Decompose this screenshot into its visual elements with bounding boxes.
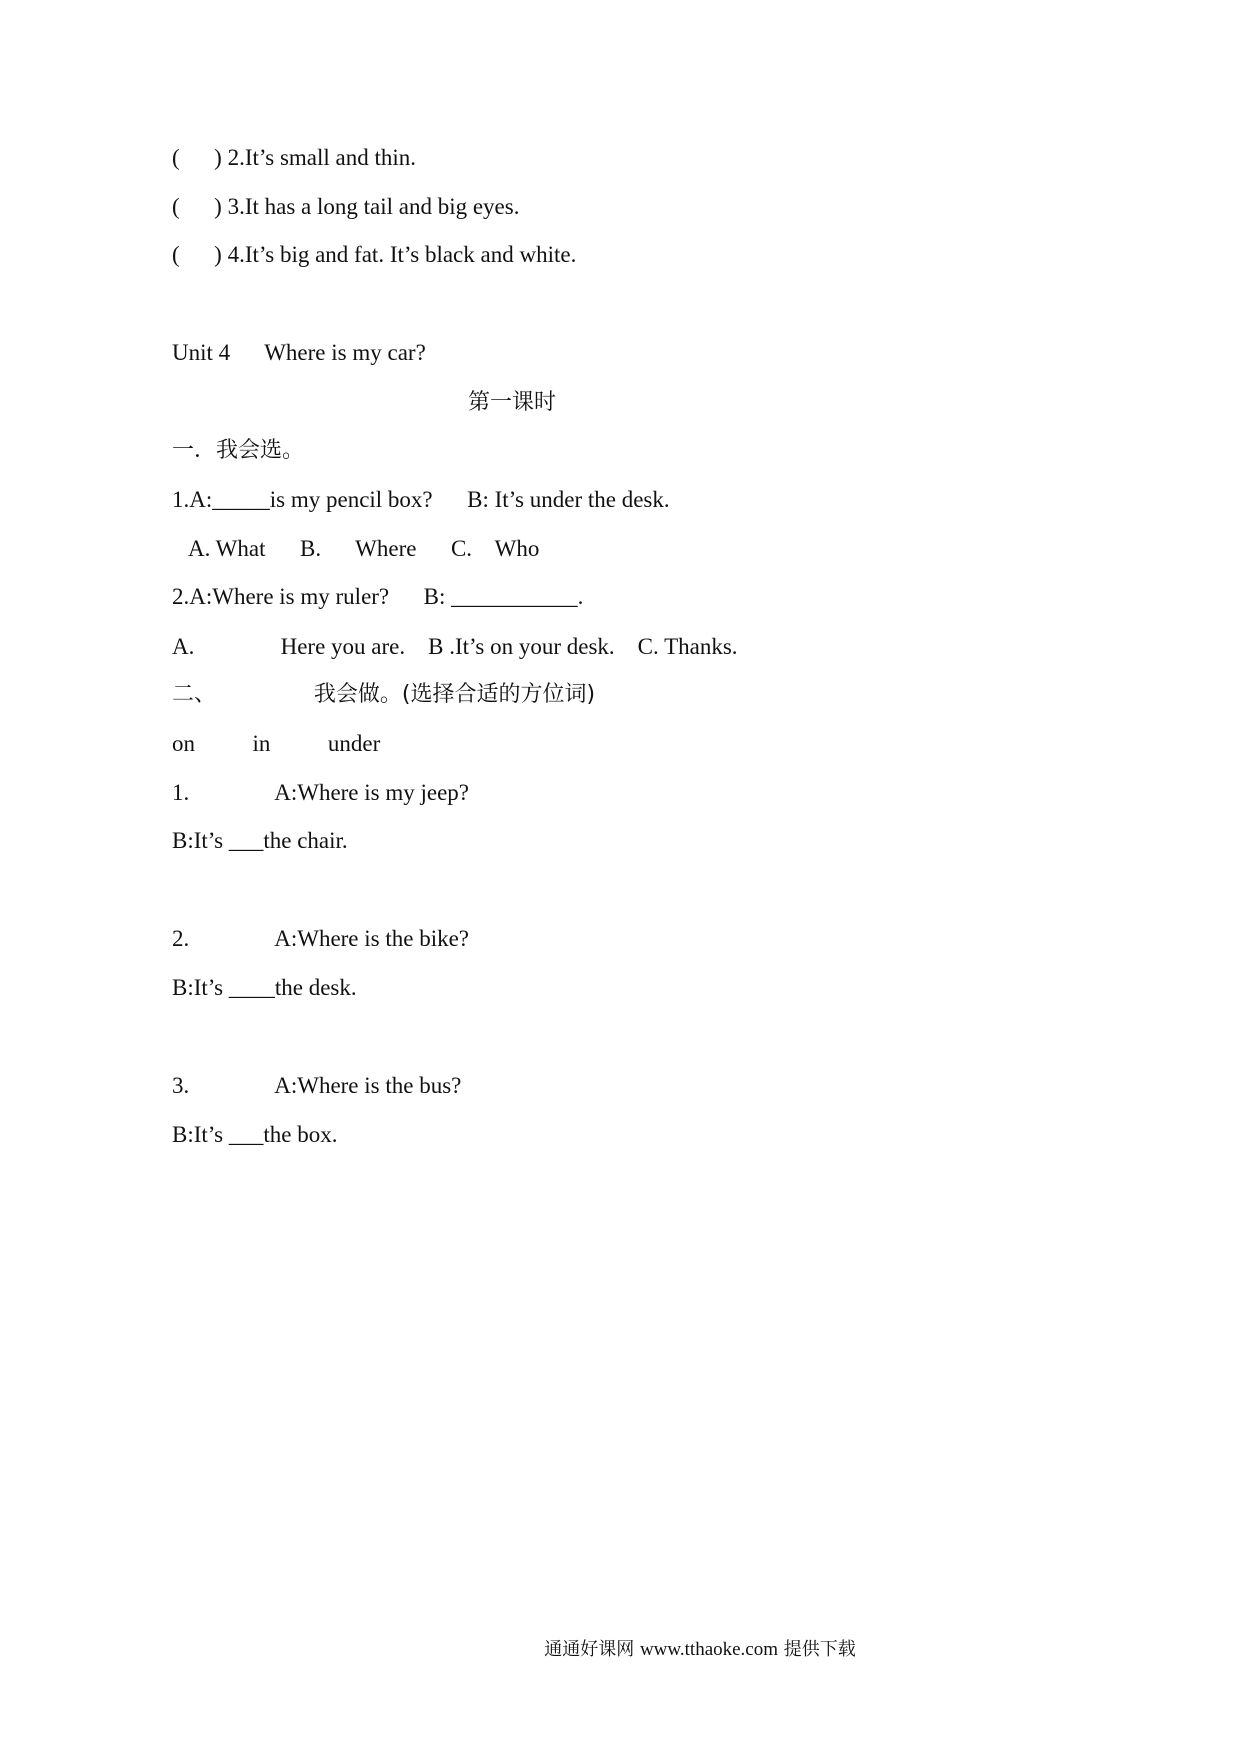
prev-item-2: ( ) 2.It’s small and thin. bbox=[172, 145, 417, 170]
section2-item-1-question: 1. A:Where is my jeep? bbox=[172, 780, 470, 805]
footer-url[interactable]: www.tthaoke.com bbox=[639, 1639, 779, 1660]
section2-item-3-answer: B:It’s ___the box. bbox=[172, 1122, 338, 1147]
footer-site-name: 通通好课网 bbox=[544, 1639, 635, 1660]
section1-q1: 1.A:_____is my pencil box? B: It’s under the desk. bbox=[172, 487, 670, 512]
section1-q2-options: A. Here you are. B .It’s on your desk. C. Thanks. bbox=[172, 634, 738, 659]
section1-q2: 2.A:Where is my ruler? B: ___________. bbox=[172, 584, 584, 609]
unit-title: Unit 4 Where is my car? bbox=[172, 340, 426, 365]
page-footer bbox=[0, 1635, 1240, 1661]
prev-item-4: ( ) 4.It’s big and fat. It’s black and white. bbox=[172, 242, 577, 267]
section2-heading: 二、 我会做。(选择合适的方位词) bbox=[172, 682, 596, 707]
prev-item-3: ( ) 3.It has a long tail and big eyes. bbox=[172, 194, 520, 219]
section1-heading: 一．我会选。 bbox=[172, 438, 305, 463]
footer-suffix: 提供下载 bbox=[783, 1639, 856, 1660]
lesson-title: 第一课时 bbox=[467, 390, 556, 415]
section2-item-2-question: 2. A:Where is the bike? bbox=[172, 926, 470, 951]
section2-item-1-answer: B:It’s ___the chair. bbox=[172, 828, 348, 853]
section2-word-bank: on in under bbox=[172, 731, 381, 756]
section2-item-3-question: 3. A:Where is the bus? bbox=[172, 1073, 462, 1098]
section2-item-2-answer: B:It’s ____the desk. bbox=[172, 975, 357, 1000]
section1-q1-options: A. What B. Where C. Who bbox=[172, 536, 540, 561]
